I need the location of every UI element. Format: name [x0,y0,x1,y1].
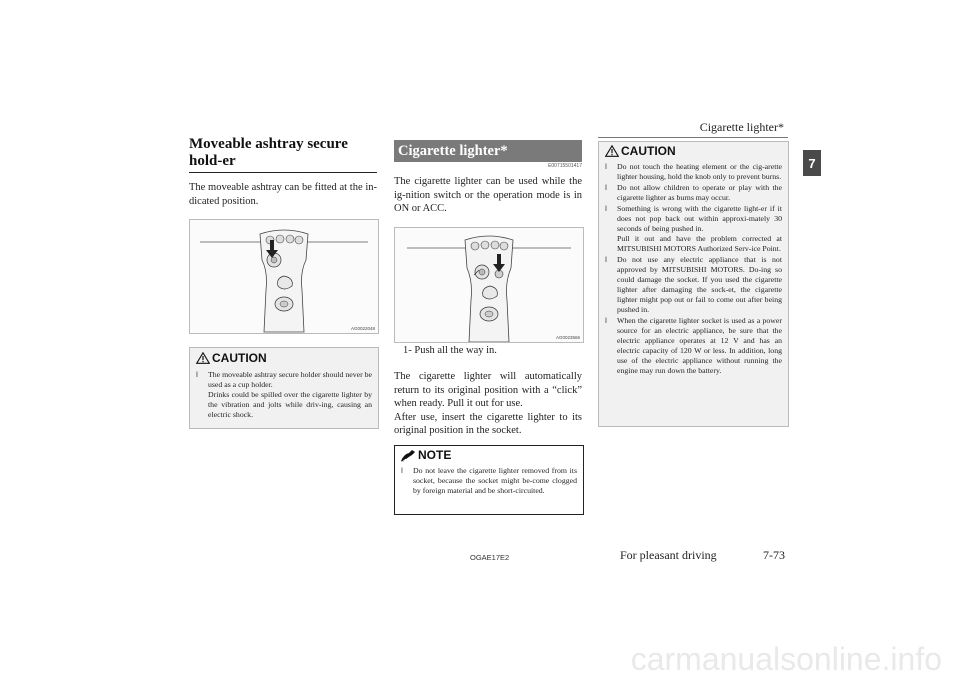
figure-cigarette-lighter [394,227,584,343]
list-item [605,183,782,203]
figure-code: AG0023566 [555,335,580,340]
bullet-icon: l [605,163,607,171]
section-heading-moveable-ashtray: Moveable ashtray secure hold-er [189,136,348,169]
console-illustration-2 [395,228,583,342]
figure-caption: 1- Push all the way in. [403,345,497,356]
list-item [605,316,782,376]
caution-box-lighter [598,141,789,427]
caution-item-text: The moveable ashtray secure holder should never be used as a cup holder. [208,370,372,389]
cigarette-lighter-intro: The cigarette lighter can be used while the ig-nition switch or the operation mode is in ON or ACC. [394,176,582,214]
note-title: NOTE [418,448,452,462]
caution-list [196,370,372,421]
note-list [401,466,577,497]
section-banner-cigarette-lighter: Cigarette lighter* [394,140,582,162]
bullet-icon: l [605,205,607,213]
caution-item-continuation: Pull it out and have the problem corrected at MITSUBISHI MOTORS Authorized Serv-ice Point. [617,234,782,253]
console-illustration-1 [190,220,378,333]
figure-ashtray-position [189,219,379,334]
chapter-tab: 7 [803,150,821,176]
footer-section-name: For pleasant driving [620,548,717,562]
list-item [605,204,782,254]
running-header-title: Cigarette lighter* [699,120,784,134]
list-item [401,466,577,496]
list-item [605,255,782,315]
list-item [605,162,782,182]
note-item-text: Do not leave the cigarette lighter removed from its socket, because the socket might be-come clogged by foreign material and be short-circuited. [413,466,577,495]
section-code: E00715501417 [548,163,582,169]
caution-box-ashtray [189,347,379,429]
note-pencil-icon [400,449,416,463]
return-instruction: The cigarette lighter will automatically return to its original position with a “click” when ready. Pull it out for use. [394,371,582,409]
caution-item-continuation: Drinks could be spilled over the cigarette lighter by the vibration and jolts while driv-ing, causing an electric shock. [208,390,372,419]
caution-item-text: Do not touch the heating element or the cig-arette lighter housing, hold the knob only to prevent burns. [617,162,782,181]
cigarette-lighter-instructions [394,370,582,438]
bullet-icon: l [605,184,607,192]
caution-list [605,162,782,377]
after-use-instruction: After use, insert the cigarette lighter to its original position in the socket. [394,411,582,436]
figure-code: AG0022048 [350,326,375,331]
heading-rule [189,172,377,173]
page-number: 7-73 [763,548,785,562]
document-code: OGAE17E2 [470,553,510,562]
caution-item-text: When the cigarette lighter socket is used as a power source for an electric appliance, be sure that the electric appliance operates at 12 V and has an electric capacity of 120 W or less. In addition, long use of the electric appliance without running the engine may run down the battery. [617,316,782,375]
caution-title: CAUTION [212,351,267,365]
bullet-icon: l [605,256,607,264]
caution-item-text: Do not use any electric appliance that is not approved by MITSUBISHI MOTORS. Do-ing so could damage the socket. If you used the cigarette lighter after damaging the sock-et, the cigarette lighter might pop out or fail to come out after being pushed in. [617,255,782,314]
moveable-ashtray-body: The moveable ashtray can be fitted at the in-dicated position. [189,182,377,207]
watermark: carmanualsonline.info [630,641,942,677]
caution-item-text: Something is wrong with the cigarette light-er if it does not pop back out within approxi-mately 30 seconds of being pushed in. [617,204,782,233]
list-item [196,370,372,420]
note-box [394,445,584,515]
header-rule [598,137,788,138]
bullet-icon: l [401,467,403,475]
bullet-icon: l [196,371,198,379]
caution-item-text: Do not allow children to operate or play with the cigarette lighter as burns may occur. [617,183,782,202]
warning-triangle-icon [605,145,619,157]
bullet-icon: l [605,317,607,325]
caution-title: CAUTION [621,144,676,158]
warning-triangle-icon [196,352,210,364]
